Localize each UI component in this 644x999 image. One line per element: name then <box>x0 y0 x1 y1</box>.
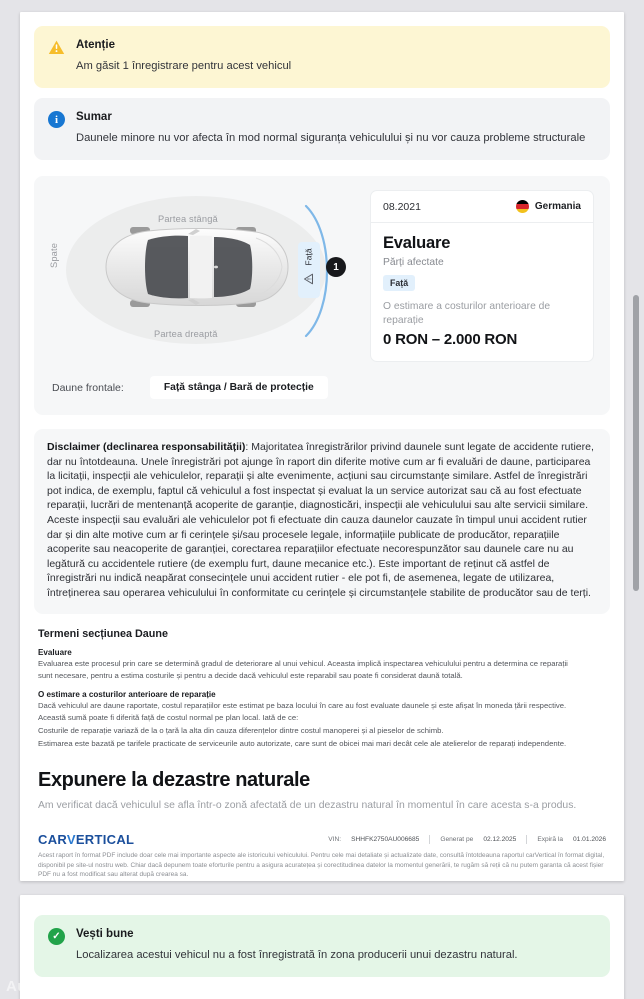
disclaimer-text: : Majoritatea înregistrărilor privind daunele sunt legate de accidente rutiere, dar nu întotdeauna. Unele înregistrări pot ajunge în raport din diferite motive cum ar fi evaluări de daune, participarea la licitații, inspecții ale vehiculelor, reparații și alte evenimente, acțiuni sau circumstanțe similare. Astfel de înregistrări pot indica, de exemplu, faptul că vehiculul a fost inspectat și evaluat la un service autorizat sau că au fost efectuate reparații, lucrări de mentenanță acoperite de garanție, diagnosticări, inspecții ale vehiculului sau alte servicii similare. Aceste inspecții sau evaluări ale vehiculelor pot fi efectuate din cauza daunelor cauzate în timpul unui accident rutier dar și din alte motive cum ar fi cerințele și/sau procesele legale, informațiile publicate de producător, reparațiile acoperite sau neacoperite de garanției, corectarea reparațiilor efectuate necorespunzător sau daunele care nu au legătură cu accidentele rutiere (de exemplu furt, daune mecanice etc.). Este important de reținut că astfel de înregistrări nu indică neapărat consecințele unui accident rutier - ele pot fi, de asemenea, legate de utilizarea, întreținerea sau operarea vehiculului în conformitate cu cerințele și circumstanțele stabilite de producător sau de terți. <box>47 441 594 599</box>
front-damage-row <box>50 376 594 399</box>
car-label-left-side: Partea stângă <box>158 214 218 224</box>
generated-value: 02.12.2025 <box>483 836 517 844</box>
terms-item-line: Estimarea este bazată pe tarifele practicate de serviceurile auto autorizate, care sunt de obicei mai mari decât cele ale atelierelor de reparați independente. <box>38 738 567 748</box>
pdf-footer <box>34 832 610 879</box>
evaluation-date: 08.2021 <box>383 200 421 213</box>
terms-heading: Termeni secțiunea Daune <box>38 627 169 640</box>
terms-item-line: Dacă vehiculul are daune raportate, costul reparațiilor este estimat pe baza locului în care au fost evaluate daunele și este afișat în moneda țării respective. <box>38 700 567 710</box>
evaluation-country-name: Germania <box>534 201 581 212</box>
attention-banner-text: Am găsit 1 înregistrare pentru acest vehicul <box>76 60 292 72</box>
check-circle-icon: ✓ <box>48 928 65 945</box>
terms-item-line: Costurile de reparație variază de la o țară la alta din cauza diferențelor dintre costul manoperei și al pieselor de schimb. <box>38 725 444 735</box>
flag-germany-icon <box>516 200 529 213</box>
vertical-scrollbar-thumb[interactable] <box>633 295 639 591</box>
good-news-banner-text: Localizarea acestui vehicul nu a fost înregistrată în zona producerii unui dezastru natural. <box>76 949 518 961</box>
terms-item-title: O estimare a costurilor anterioare de reparație <box>38 689 216 699</box>
attention-banner-title: Atenție <box>76 39 115 51</box>
summary-banner-title: Sumar <box>76 111 112 123</box>
damage-disclaimer <box>34 429 610 614</box>
evaluation-cost-value: 0 RON – 2.000 RON <box>383 331 518 348</box>
vin-label: VIN: <box>328 836 342 844</box>
footer-divider <box>526 835 527 844</box>
expires-value: 01.01.2026 <box>572 836 606 844</box>
expires-label: Expiră la <box>537 836 563 844</box>
vertical-scrollbar[interactable] <box>631 0 642 999</box>
pdf-page-1 <box>20 12 624 881</box>
terms-item-title: Evaluare <box>38 647 72 657</box>
evaluation-card <box>370 190 594 362</box>
logo-part-v: V <box>66 832 76 848</box>
terms-item-line: sunt necesare, pentru a estima costurile și pentru a decide dacă vehiculul este reparabil sau poate fi considerat daună totală. <box>38 671 463 681</box>
front-damage-badge-label: Față <box>303 248 314 266</box>
terms-item-line: Evaluarea este procesul prin care se determină gradul de deteriorare al unui vehicul. Aceasta implică inspectarea vehiculului pentru a determina ce reparații <box>38 658 568 668</box>
evaluation-cost-label: O estimare a costurilor anterioare de reparație <box>383 301 551 326</box>
warning-triangle-icon <box>300 274 318 285</box>
good-news-banner <box>34 915 610 977</box>
carvertical-logo <box>38 832 134 847</box>
affected-part-chip: Față <box>383 275 415 291</box>
vin-value: SHHFK2750AU006685 <box>351 836 420 844</box>
logo-part-1: CAR <box>38 832 67 848</box>
evaluation-country <box>516 200 581 213</box>
section-description: Am verificat dacă vehiculul se afla într-o zonă afectată de un dezastru natural în momentul în care acesta s-a produs. <box>38 800 577 812</box>
terms-item-line: Această sumă poate fi diferită față de costul normal pe plan local. Iată de ce: <box>38 713 299 723</box>
disclaimer-lead: Disclaimer (declinarea responsabilității) <box>47 441 246 453</box>
front-damage-tag: Față stânga / Bară de protecție <box>150 376 328 399</box>
car-label-right-side: Partea dreaptă <box>154 329 218 339</box>
logo-part-2: ERTICAL <box>75 832 135 848</box>
car-label-rear: Spate <box>49 242 59 268</box>
front-damage-badge[interactable] <box>298 242 320 298</box>
attention-banner <box>34 26 610 88</box>
summary-banner-text: Daunele minore nu vor afecta în mod normal siguranța vehiculului și nu vor cauza probleme structurale <box>76 132 586 144</box>
damage-marker-1[interactable]: 1 <box>326 257 346 277</box>
footer-metadata <box>328 832 606 844</box>
info-circle-icon: i <box>48 111 65 128</box>
natural-disaster-section <box>34 769 610 811</box>
damage-panel <box>34 176 610 415</box>
generated-label: Generat pe <box>440 836 474 844</box>
good-news-banner-title: Vești bune <box>76 928 134 940</box>
watermark: Autovit.ro <box>6 978 82 995</box>
evaluation-title: Evaluare <box>383 234 451 252</box>
footer-divider <box>429 835 430 844</box>
car-top-view-illustration <box>96 224 296 310</box>
front-damage-label: Daune frontale: <box>52 381 124 394</box>
evaluation-subtitle: Părți afectate <box>383 257 444 268</box>
pdf-page-2 <box>20 895 624 999</box>
car-diagram <box>50 190 356 350</box>
evaluation-card-body <box>371 223 593 361</box>
summary-banner <box>34 98 610 160</box>
footer-note: Acest raport în format PDF include doar cele mai importante aspecte ale istoricului vehiculului. Pentru cele mai detaliate și actualizate date, consultă întotdeauna raportul carVertical în format digital, disponibil pe site-ul nostru web. Chiar dacă depunem toate eforturile pentru a asigura acuratețea și corectitudinea datelor la momentul generării, te rugăm să reții că nu putem garanta că acest fișier PDF nu a fost modificat sau alterat după crearea sa. <box>38 852 605 878</box>
warning-triangle-icon <box>48 39 65 56</box>
damage-terms <box>34 628 610 750</box>
evaluation-card-header <box>371 191 593 223</box>
page-title: Expunere la dezastre naturale <box>38 769 310 792</box>
